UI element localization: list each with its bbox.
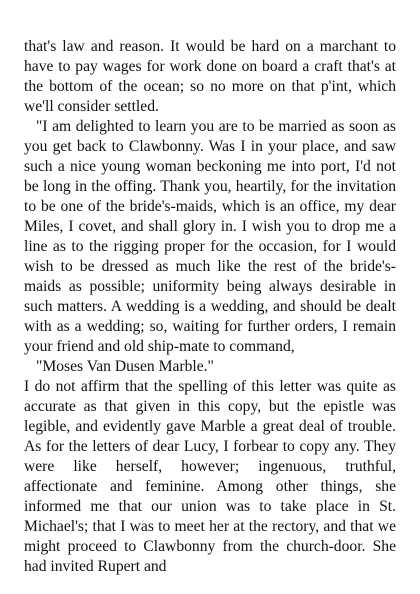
paragraph-letter-continuation: that's law and reason. It would be hard on a marchant to have to pay wages for work done on board a craft that's at the bottom of the ocean; so no more on that p'int, which we'll consider settled. xyxy=(24,38,396,115)
paragraph-wedding-letter: "I am delighted to learn you are to be married as soon as you get back to Clawbonny. Was I in your place, and saw such a nice young woman beckoning me into port, I'd not be long in the offing. Thank you, heartily, for the invitation to be one of the bride's-maids, which is an office, my dear Miles, I covet, and shall glory in. I wish you to drop me a line as to the rigging proper for the occasion, for I would wish to be dressed as much like the rest of the bride's-maids as possible; uniformity being always desirable in such matters. A wedding is a wedding, and should be dealt with as a wedding; so, waiting for further orders, I remain your friend and old ship-mate to command, xyxy=(24,118,396,355)
document-page xyxy=(24,37,396,577)
paragraph-narration: I do not affirm that the spelling of this letter was quite as accurate as that given in this copy, but the epistle was legible, and evidently gave Marble a great deal of trouble. As for the letters of dear Lucy, I forbear to copy any. They were like herself, however; ingenuous, truthful, affectionate and feminine. Among other things, she informed me that our union was to take place in St. Michael's; that I was to meet her at the rectory, and that we might proceed to Clawbonny from the church-door. She had invited Rupert and xyxy=(24,378,396,575)
letter-signature: "Moses Van Dusen Marble." xyxy=(36,358,214,375)
